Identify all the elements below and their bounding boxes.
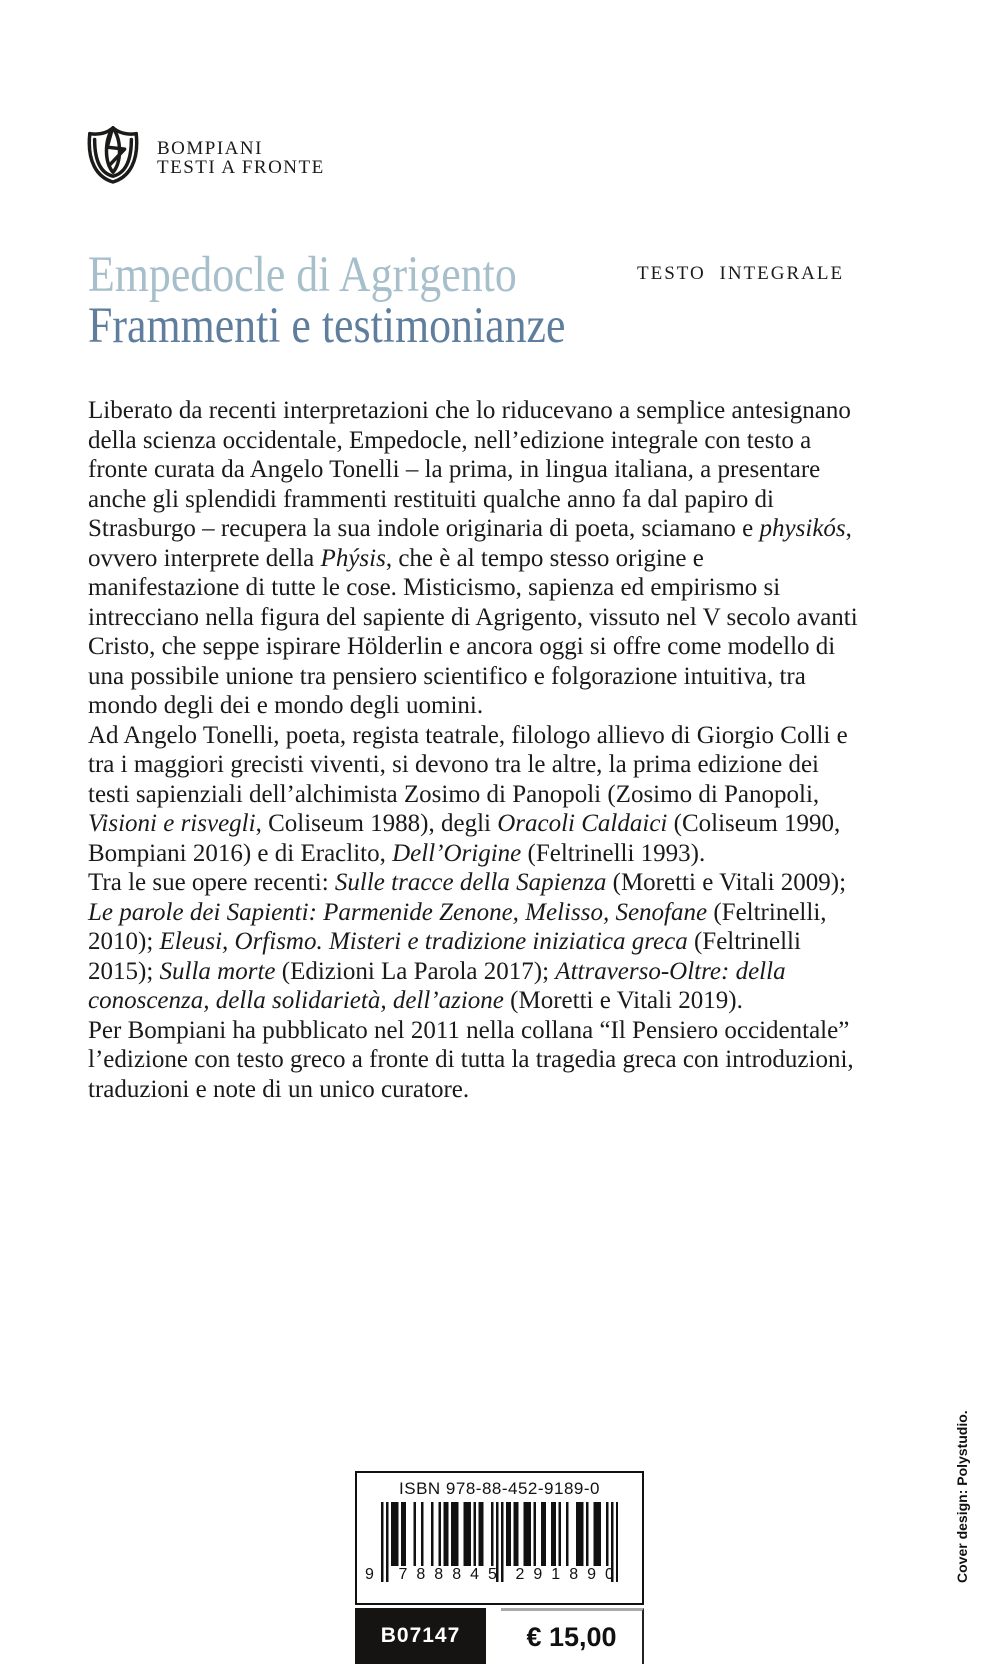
barcode-digits-group1: 788845 xyxy=(390,1566,493,1583)
body-paragraph: Tra le sue opere recenti: Sulle tracce della Sapienza (Moretti e Vitali 2009); Le parole dei Sapienti: Parmenide Zenone, Melisso, Senofane (Feltrinelli, 2010); Eleusi, Orfismo. Misteri e tradizione iniziatica greca (Feltrinelli 2015); Sulla morte (Edizioni La Parola 2017); Attraverso-Oltre: della conoscenza, della solidarietà, dell’azione (Moretti e Vitali 2019). xyxy=(88,869,847,1014)
body-paragraph: Per Bompiani ha pubblicato nel 2011 nella collana “Il Pensiero occidentale” l’edizione con testo greco a fronte di tutta la tragedia greca con introduzioni, traduzioni e note di un unico curatore. xyxy=(88,1016,854,1103)
isbn-number: ISBN 978-88-452-9189-0 xyxy=(399,1479,600,1498)
price: € 15,00 xyxy=(501,1608,644,1664)
publisher-name: BOMPIANI xyxy=(157,138,263,159)
edition-badge: TESTO INTEGRALE xyxy=(637,263,845,284)
publisher-brand xyxy=(84,120,325,186)
isbn-price-label xyxy=(355,1471,644,1664)
book-subtitle: Frammenti e testimonianze xyxy=(88,298,566,354)
barcode-box xyxy=(355,1471,644,1605)
book-title-block xyxy=(88,247,566,354)
barcode-digits-group2: 291890 xyxy=(507,1566,610,1583)
label-gap xyxy=(486,1608,501,1664)
series-name: TESTI A FRONTE xyxy=(157,157,325,178)
back-cover-text xyxy=(88,396,860,1104)
ean13-barcode xyxy=(365,1502,623,1583)
code-price-row xyxy=(355,1608,644,1664)
cover-design-credit: Cover design: Polystudio. xyxy=(954,1410,970,1583)
body-paragraph: Ad Angelo Tonelli, poeta, regista teatrale, filologo allievo di Giorgio Colli e tra i maggiori grecisti viventi, si devono tra le altre, la prima edizione dei testi sapienziali dell’alchimista Zosimo di Panopoli (Zosimo di Panopoli, Visioni e risvegli, Coliseum 1988), degli Oracoli Caldaici (Coliseum 1990, Bompiani 2016) e di Eraclito, Dell’Origine (Feltrinelli 1993). xyxy=(88,721,848,867)
barcode-digit-lead: 9 xyxy=(365,1566,374,1583)
body-paragraph: Liberato da recenti interpretazioni che lo riducevano a semplice antesignano della scienza occidentale, Empedocle, nell’edizione integrale con testo a fronte curata da Angelo Tonelli – la prima, in lingua italiana, a presentare anche gli splendidi frammenti restituiti qualche anno fa dal papiro di Strasburgo – recupera la sua indole originaria di poeta, sciamano e physikós, ovvero interprete della Phýsis, che è al tempo stesso origine e manifestazione di tutte le cose. Misticismo, sapienza ed empirismo si intrecciano nella figura del sapiente di Agrigento, vissuto nel V secolo avanti Cristo, che seppe ispirare Hölderlin e ancora oggi si offre come modello di una possibile unione tra pensiero scientifico e folgorazione intuitiva, tra mondo degli dei e mondo degli uomini. xyxy=(88,397,858,719)
book-title: Empedocle di Agrigento xyxy=(88,247,517,303)
bompiani-rose-icon xyxy=(84,120,142,186)
catalog-code: B07147 xyxy=(355,1608,486,1664)
